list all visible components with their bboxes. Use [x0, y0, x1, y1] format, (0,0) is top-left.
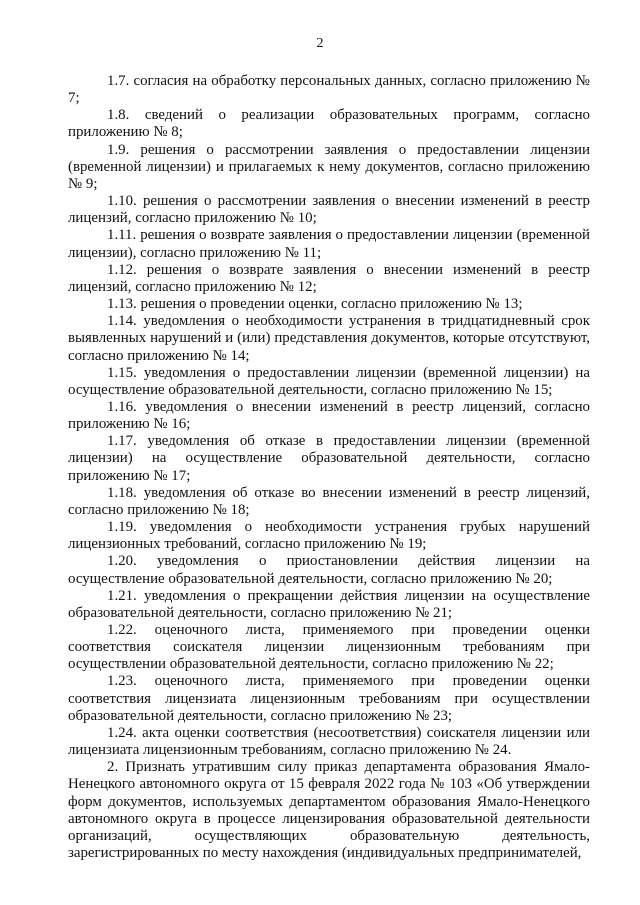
page-number: 2: [316, 36, 324, 51]
list-item-1-8: 1.8. сведений о реализации образовательных программ, согласно приложению № 8;: [68, 107, 590, 141]
list-item-1-16: 1.16. уведомления о внесении изменений в реестр лицензий, согласно приложению № 16;: [68, 398, 590, 433]
list-item-1-20: 1.20. уведомления о приостановлении действия лицензии на осуществление образовательной деятельности, согласно приложению № 20;: [68, 553, 590, 587]
list-item-1-11: 1.11. решения о возврате заявления о предоставлении лицензии (временной лицензии), согласно приложению № 11;: [68, 227, 590, 261]
list-item-1-14: 1.14. уведомления о необходимости устранения в тридцатидневный срок выявленных нарушений и (или) представления документов, которые отсутствуют, согласно приложению № 14;: [68, 313, 590, 364]
list-item-1-12: 1.12. решения о возврате заявления о внесении изменений в реестр лицензий, согласно приложению № 12;: [68, 261, 590, 295]
list-item-1-24: 1.24. акта оценки соответствия (несоответствия) соискателя лицензии или лицензиата лицензионным требованиям, согласно приложению № 24.: [68, 724, 590, 759]
list-item-1-19: 1.19. уведомления о необходимости устранения грубых нарушений лицензионных требований, согласно приложению № 19;: [68, 519, 590, 553]
list-item-1-10: 1.10. решения о рассмотрении заявления о внесении изменений в реестр лицензий, согласно приложению № 10;: [68, 193, 590, 227]
list-item-1-21: 1.21. уведомления о прекращении действия лицензии на осуществление образовательной деятельности, согласно приложению № 21;: [68, 587, 590, 621]
list-item-1-18: 1.18. уведомления об отказе во внесении изменений в реестр лицензий, согласно приложению № 18;: [68, 484, 590, 518]
list-item-1-17: 1.17. уведомления об отказе в предоставлении лицензии (временной лицензии) на осуществление образовательной деятельности, согласно приложению № 17;: [68, 433, 590, 484]
list-item-1-23: 1.23. оценочного листа, применяемого при проведении оценки соответствия лицензиата лицензионным требованиям при осуществлении образовательной деятельности, согласно приложению № 23;: [68, 673, 590, 724]
paragraph-2: 2. Признать утратившим силу приказ департамента образования Ямало-Ненецкого автономного округа от 15 февраля 2022 года № 103 «Об утверждении форм документов, используемых департаментом образования Ямало-Ненецкого автономного округа в процессе лицензирования образовательной деятельности организаций, осуществляющих образовательную деятельность, зарегистрированных по месту нахождения (индивидуальных предпринимателей,: [68, 759, 590, 862]
list-item-1-9: 1.9. решения о рассмотрении заявления о предоставлении лицензии (временной лицензии) и прилагаемых к нему документов, согласно приложению № 9;: [68, 141, 590, 192]
list-item-1-22: 1.22. оценочного листа, применяемого при проведении оценки соответствия соискателя лицензии лицензионным требованиям при осуществлении образовательной деятельности, согласно приложению № 22;: [68, 622, 590, 673]
list-item-1-13: 1.13. решения о проведении оценки, согласно приложению № 13;: [107, 296, 523, 313]
document-body: [68, 73, 590, 862]
list-item-1-15: 1.15. уведомления о предоставлении лицензии (временной лицензии) на осуществление образовательной деятельности, согласно приложению № 15;: [68, 364, 590, 398]
list-item-1-7: 1.7. согласия на обработку персональных данных, согласно приложению № 7;: [68, 73, 590, 107]
